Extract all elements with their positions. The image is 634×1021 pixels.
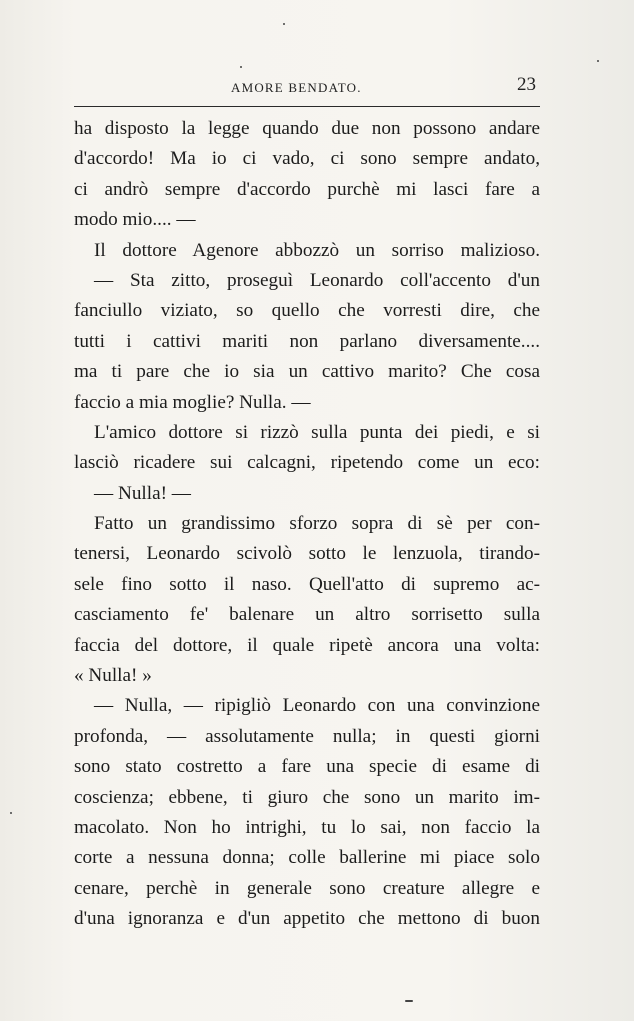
- print-speck: [405, 1000, 413, 1002]
- text-line: macolato. Non ho intrighi, tu lo sai, non faccio la: [74, 816, 540, 838]
- text-line: ha disposto la legge quando due non possono andare: [74, 118, 540, 139]
- text-line: casciamento fe' balenare un altro sorrisetto sulla: [74, 604, 540, 626]
- header-rule: [74, 106, 540, 107]
- text-line: coscienza; ebbene, ti giuro che sono un marito im-: [74, 786, 540, 808]
- text-line: lasciò ricadere sui calcagni, ripetendo come un eco:: [74, 452, 540, 474]
- text-line: faccia del dottore, il quale ripetè ancora una volta:: [74, 634, 540, 656]
- text-line: sono stato costretto a fare una specie di esame di: [74, 756, 540, 778]
- print-speck: [240, 66, 242, 68]
- print-speck: [597, 60, 599, 62]
- text-line: sele fino sotto il naso. Quell'atto di supremo ac-: [74, 573, 540, 595]
- text-line: Il dottore Agenore abbozzò un sorriso malizioso.: [94, 239, 540, 261]
- text-line: ma ti pare che io sia un cattivo marito? Che cosa: [74, 361, 540, 383]
- print-speck: [283, 23, 285, 25]
- text-line: fanciullo viziato, so quello che vorresti dire, che: [74, 300, 540, 322]
- text-line: profonda, — assolutamente nulla; in questi giorni: [74, 725, 540, 747]
- text-line: corte a nessuna donna; colle ballerine mi piace solo: [74, 847, 540, 869]
- text-line: faccio a mia moglie? Nulla. —: [74, 391, 311, 413]
- text-line: d'una ignoranza e d'un appetito che mettono di buon: [74, 908, 540, 930]
- print-speck: [10, 812, 12, 814]
- text-line: — Sta zitto, proseguì Leonardo coll'accento d'un: [94, 269, 540, 291]
- text-line: — Nulla! —: [94, 482, 191, 504]
- text-line: tutti i cattivi mariti non parlano diversamente....: [74, 330, 540, 352]
- text-line: tenersi, Leonardo scivolò sotto le lenzuola, tirando-: [74, 543, 540, 565]
- text-line: modo mio.... —: [74, 209, 196, 231]
- text-line: ci andrò sempre d'accordo purchè mi lasci fare a: [74, 178, 540, 200]
- body-text: [74, 114, 540, 935]
- text-line: — Nulla, — ripigliò Leonardo con una convinzione: [94, 695, 540, 717]
- text-line: d'accordo! Ma io ci vado, ci sono sempre andato,: [74, 148, 540, 170]
- page-number: 23: [517, 74, 536, 95]
- text-line: Fatto un grandissimo sforzo sopra di sè per con-: [94, 513, 540, 535]
- text-line: cenare, perchè in generale sono creature allegre e: [74, 877, 540, 899]
- page-header: [74, 74, 540, 100]
- running-title: AMORE BENDATO.: [231, 80, 362, 95]
- text-line: L'amico dottore si rizzò sulla punta dei piedi, e si: [94, 421, 540, 443]
- text-line: « Nulla! »: [74, 665, 152, 687]
